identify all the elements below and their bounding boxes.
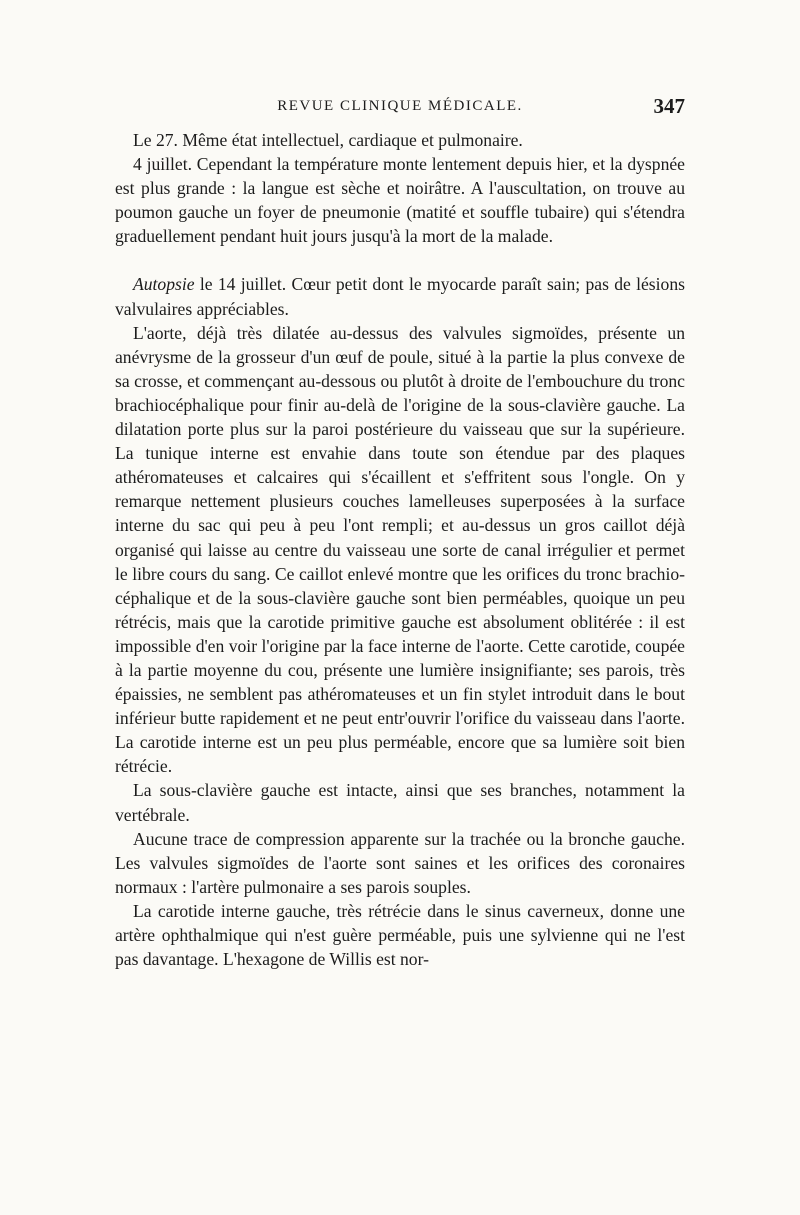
- paragraph-6: Aucune trace de compression apparente sur la trachée ou la bronche gauche. Les valvules sigmoïdes de l'aorte sont saines et les orifices des coronaires normaux : l'artère pulmonaire a ses parois souples.: [115, 828, 685, 897]
- page-header: [115, 94, 685, 126]
- page-number: 347: [653, 94, 685, 118]
- paragraph-7: La carotide interne gauche, très rétrécie dans le sinus caverneux, donne une artère ophthalmique qui n'est guère perméable, puis une sylvienne qui ne l'est pas davantage. L'hexagone de Willis est nor-: [115, 900, 685, 970]
- paragraph-5: La sous-clavière gauche est intacte, ainsi que ses branches, notamment la vertébrale.: [115, 780, 685, 825]
- paragraph-2: 4 juillet. Cependant la température monte lentement depuis hier, et la dyspnée est plus grande : la langue est sèche et noirâtre. A l'auscultation, on trouve au poumon gauche un foyer de pneumonie (matité et souffle tubaire) qui s'étendra graduellement pendant huit jours jusqu'à la mort de la malade.: [115, 154, 685, 247]
- page-body: [115, 128, 685, 971]
- autopsy-lead: Autopsie: [133, 274, 195, 295]
- section-gap: [115, 248, 685, 272]
- paragraph-3: [115, 272, 685, 320]
- paragraph-4: L'aorte, déjà très dilatée au-dessus des valvules sigmoïdes, présente un anévrysme de la grosseur d'un œuf de poule, situé à la partie la plus convexe de sa crosse, et commençant au-dessous ou plutôt à droite de l'embouchure du tronc brachiocéphalique pour finir au-delà de l'origine de la sous-clavière gauche. La dilatation porte plus sur la paroi postérieure du vaisseau que sur la supérieure. La tunique interne est envahie dans toute son étendue par des plaques athéromateuses et calcaires qui s'écaillent et s'effritent sous l'ongle. On y remarque nettement plusieurs couches lamelleuses superposées à la surface interne du sac qui peu à peu l'ont rempli; et au-dessus un gros caillot déjà organisé qui laisse au centre du vaisseau une sorte de canal irrégulier et permet le libre cours du sang. Ce caillot enlevé montre que les orifices du tronc brachio-céphalique et de la sous-clavière gauche sont bien perméables, quoique un peu rétrécis, mais que la carotide primitive gauche est absolument oblitérée : il est impossible d'en voir l'origine par la face interne de l'aorte. Cette carotide, coupée à la partie moyenne du cou, présente une lumière insignifiante; ses parois, très épaissies, ne semblent pas athéromateuses et un fin stylet introduit dans le bout inférieur butte rapidement et ne peut entr'ouvrir l'orifice du vaisseau dans l'aorte. La carotide interne est un peu plus perméable, encore que sa lumière soit bien rétrécie.: [115, 322, 685, 777]
- running-title: REVUE CLINIQUE MÉDICALE.: [277, 98, 523, 114]
- paragraph-3-text: le 14 juillet. Cœur petit dont le myocarde paraît sain; pas de lésions valvulaires appréciables.: [115, 274, 685, 319]
- paragraph-1: Le 27. Même état intellectuel, cardiaque et pulmonaire.: [133, 130, 523, 150]
